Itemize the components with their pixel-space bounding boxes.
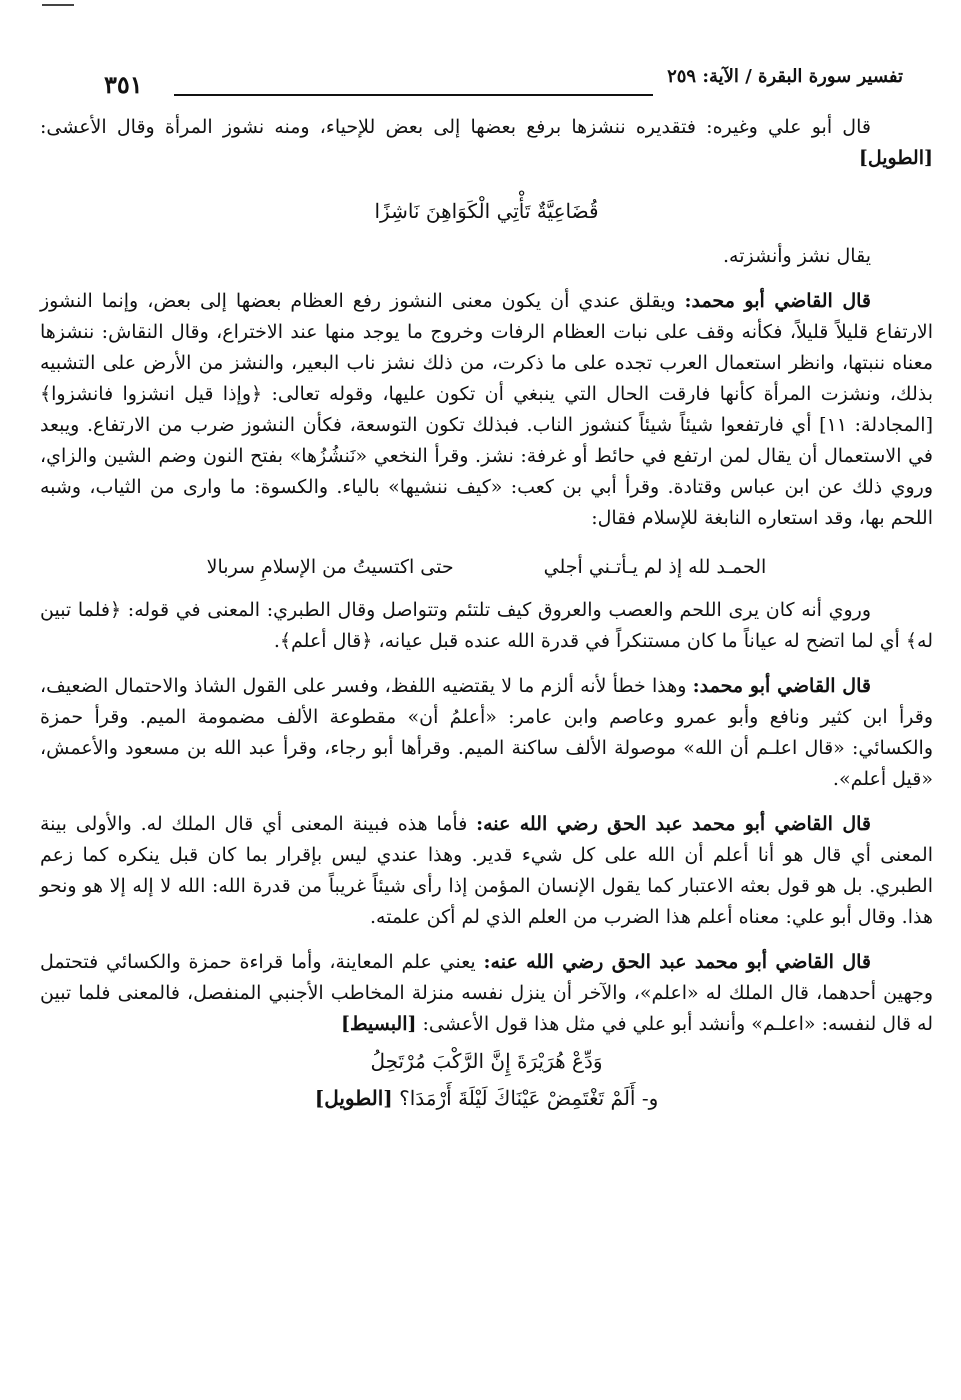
- paragraph-text: فأما هذه فبينة المعنى أي قال الملك له. والأولى بينة المعنى أي قال هو أنا أعلم أن الله على كل شيء قدير. وهذا عندي ليس بإقرار بما كان قبل ينكره كما زعم الطبري. بل هو قول بعثه الاعتبار كما يقول الإنسان المؤمن إذا رأى شيئاً غريباً من قدرة الله: الله لا إله إلا هو ونحو هذا. وقال أبو علي: معناه أعلم هذا الضرب من العلم الذي لم أكن علمته.: [40, 813, 933, 928]
- paragraph-lead: قال القاضي أبو محمد عبد الحق رضي الله عنه:: [476, 813, 871, 835]
- paragraph-text: وهذا خطأ لأنه ألزم ما لا يقتضيه اللفظ، وفسر على القول الشاذ والاحتمال الضعيف، وقرأ ابن كثير ونافع وأبو عمرو وعاصم وابن عامر: «أعلمُ أن» مقطوعة الألف مضمومة الميم. وقرأ حمزة والكسائي: «قال اعلـم أن الله» موصولة الألف ساكنة الميم. وقرأها أبو رجاء، وقرأ عبد الله بن مسعود والأعمش، «قيل أعلم».: [40, 675, 933, 790]
- paragraph: [40, 671, 933, 795]
- paragraph: [40, 809, 933, 933]
- paragraph-text: قال أبو علي وغيره: فتقديره ننشزها برفع بعضها إلى بعض للإحياء، ومنه نشوز المرأة وقال الأعشى:: [40, 116, 871, 138]
- running-title: تفسير سورة البقرة / الآية: ٢٥٩: [667, 66, 903, 87]
- paragraph-text: يعني علم المعاينة، وأما قراءة حمزة والكسائي فتحتمل وجهين أحدهما، قال الملك له «اعلم»، والآخر أن ينزل نفسه منزلة المخاطب الأجنبي المنفصل، فالمعنى فلما تبين له قال لنفسه: «اعلـم» وأنشد أبو علي في مثل هذا قول الأعشى:: [40, 951, 933, 1035]
- verse: وَدِّعْ هُرَيْرَةَ إِنَّ الرَّكْبَ مُرْتَحِلُ: [370, 1049, 603, 1073]
- scan-mark: [42, 4, 74, 6]
- verse: [40, 1083, 933, 1114]
- paragraph-lead: قال القاضي أبو محمد:: [684, 290, 872, 312]
- paragraph-text: ويقلق عندي أن يكون معنى النشوز رفع العظام بعضها إلى بعض، وإنما النشوز الارتفاع قليلاً قليلاً، فكأنه وقف على نبات العظام الرفات وخروج ما يوجد منها عند الاختراع، وقال النقاش: ننشزها معناه ننبتها، وانظر استعمال العرب تجده على ما ذكرت، من ذلك نشز ناب البعير، والنشز من الأرض على التشبيه بذلك، ونشزت المرأة كأنها فارقت الحال التي ينبغي أن تكون عليها، وقوله تعالى: ﴿وإذا قيل انشزوا فانشزوا﴾ [المجادلة: ١١] أي فارتفعوا شيئاً شيئاً كنشوز الناب. فبذلك تكون التوسعة، فكأن النشوز ضرب من الارتفاع. ويبعد في الاستعمال أن يقال لمن ارتفع في حائط أو غرفة: نشز. وقرأ النخعي «نَنشُزُها» بفتح النون وضم الشين والزاي، وروي ذلك عن ابن عباس وقتادة. وقرأ أبي بن كعب: «كيف ننشيها» بالياء. والكسوة: ما وارى من الثياب، وشبه اللحم بها، وقد استعاره النابغة للإسلام فقال:: [40, 290, 933, 529]
- paragraph-lead: قال القاضي أبو محمد:: [692, 675, 871, 697]
- paragraph: [40, 947, 933, 1040]
- meter-label: [الطويل]: [858, 147, 933, 169]
- verse: قُضَاعِيَّةٌ تَأْتِي الْكَوَاهِنَ نَاشِزًا: [374, 199, 599, 223]
- verse-text: أَلَمْ تَغْتَمِضْ عَيْنَاكَ لَيْلَةَ أَرْمَدَا؟: [399, 1086, 636, 1110]
- paragraph-lead: قال القاضي أبو محمد عبد الحق رضي الله عنه:: [483, 951, 872, 973]
- paragraph: [40, 112, 933, 174]
- paragraph: [40, 286, 933, 534]
- meter-label: [البسيط]: [340, 1013, 417, 1035]
- page-number: ٣٥١: [104, 70, 143, 99]
- page-body: [40, 112, 933, 1114]
- poetry-couplet: [40, 552, 933, 583]
- hemistich-second: حتى اكتسيتُ من الإسلامِ سربالا: [206, 556, 454, 578]
- paragraph: يقال نشز وأنشزته.: [723, 245, 871, 267]
- hemistich-first: الحمـد لله إذ لم يـأتـني أجلي: [543, 556, 767, 578]
- verse-prefix: و-: [635, 1086, 659, 1110]
- meter-label: [الطويل]: [314, 1086, 393, 1110]
- header-rule: [174, 94, 653, 96]
- page-header: [104, 66, 903, 106]
- paragraph: وروي أنه كان يرى اللحم والعصب والعروق كيف تلتئم وتتواصل وقال الطبري: المعنى في قوله: ﴿فلما تبين له﴾ أي لما اتضح له عياناً ما كان مستنكراً في قدرة الله عنده قبل عيانه، ﴿قال أعلم﴾.: [40, 599, 933, 652]
